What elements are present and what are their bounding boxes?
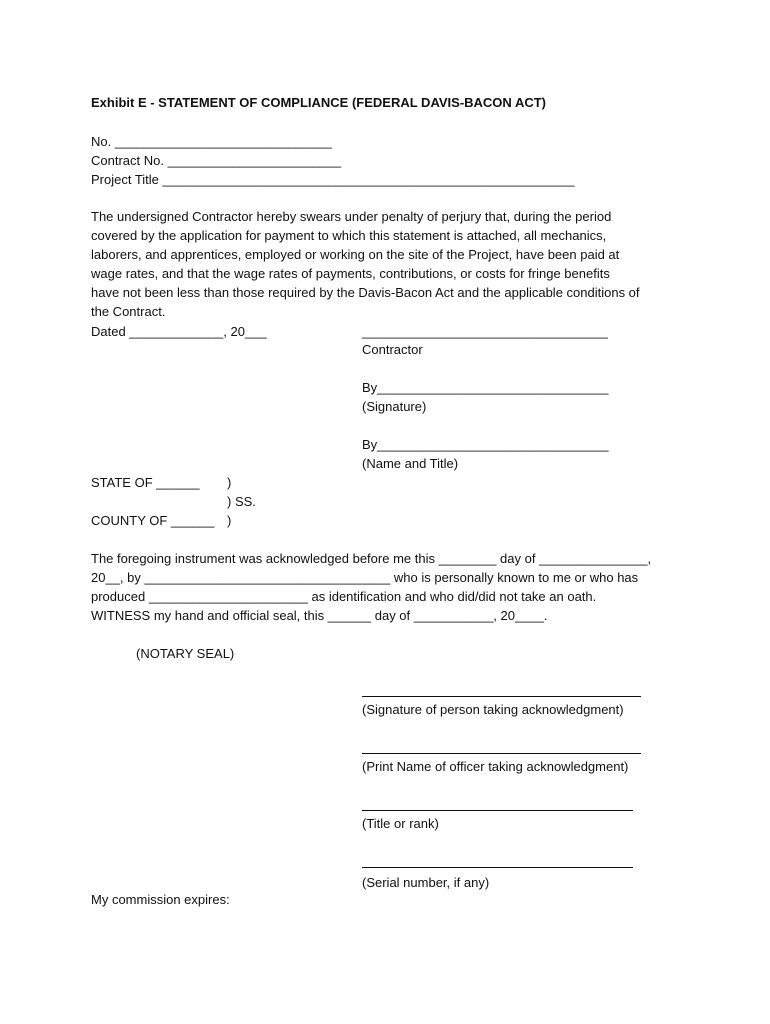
- serial-number-line: [362, 867, 633, 868]
- compliance-statement-paragraph: [91, 207, 691, 321]
- venue-bracket: ): [227, 475, 232, 490]
- by-name-field: By________________________________: [362, 437, 609, 452]
- signature-label: (Signature): [362, 399, 427, 414]
- number-field: No. ______________________________: [91, 134, 332, 149]
- notary-seal-label: (NOTARY SEAL): [136, 646, 235, 661]
- venue-bracket: ): [227, 513, 232, 528]
- statement-line: wage rates, and that the wage rates of payments, contributions, or costs for fringe benefits: [91, 266, 610, 281]
- state-of-field: STATE OF ______: [91, 475, 200, 490]
- by-signature-field: By________________________________: [362, 380, 609, 395]
- project-title-field: Project Title _________________________________________________________: [91, 172, 575, 187]
- acknowledgment-line: produced ______________________ as identification and who did/did not take an oath.: [91, 589, 597, 604]
- ss-label: ) SS.: [227, 494, 256, 509]
- acknowledgment-signature-line: [362, 696, 641, 697]
- acknowledgment-line: 20__, by __________________________________ who is personally known to me or who has: [91, 570, 639, 585]
- statement-line: the Contract.: [91, 304, 166, 319]
- witness-line: WITNESS my hand and official seal, this ______ day of ___________, 20____.: [91, 608, 548, 623]
- statement-line: covered by the application for payment to which this statement is attached, all mechanics,: [91, 228, 607, 243]
- county-of-field: COUNTY OF ______: [91, 513, 215, 528]
- name-and-title-label: (Name and Title): [362, 456, 459, 471]
- statement-line: have not been less than those required by the Davis-Bacon Act and the applicable conditions of: [91, 285, 640, 300]
- statement-line: The undersigned Contractor hereby swears under penalty of perjury that, during the period: [91, 209, 612, 224]
- officer-name-line: [362, 753, 641, 754]
- contractor-signature-line: __________________________________: [362, 324, 608, 339]
- serial-number-label: (Serial number, if any): [362, 875, 490, 890]
- document-title: Exhibit E - STATEMENT OF COMPLIANCE (FEDERAL DAVIS-BACON ACT): [91, 95, 546, 110]
- dated-field: Dated _____________, 20___: [91, 324, 267, 339]
- print-name-label: (Print Name of officer taking acknowledgment): [362, 759, 629, 774]
- title-rank-label: (Title or rank): [362, 816, 439, 831]
- contractor-label: Contractor: [362, 342, 423, 357]
- signature-acknowledgment-label: (Signature of person taking acknowledgment): [362, 702, 624, 717]
- acknowledgment-line: The foregoing instrument was acknowledged before me this ________ day of _______________,: [91, 551, 652, 566]
- commission-expires-label: My commission expires:: [91, 892, 230, 907]
- contract-number-field: Contract No. ________________________: [91, 153, 342, 168]
- statement-line: laborers, and apprentices, employed or working on the site of the Project, have been paid at: [91, 247, 620, 262]
- title-rank-line: [362, 810, 633, 811]
